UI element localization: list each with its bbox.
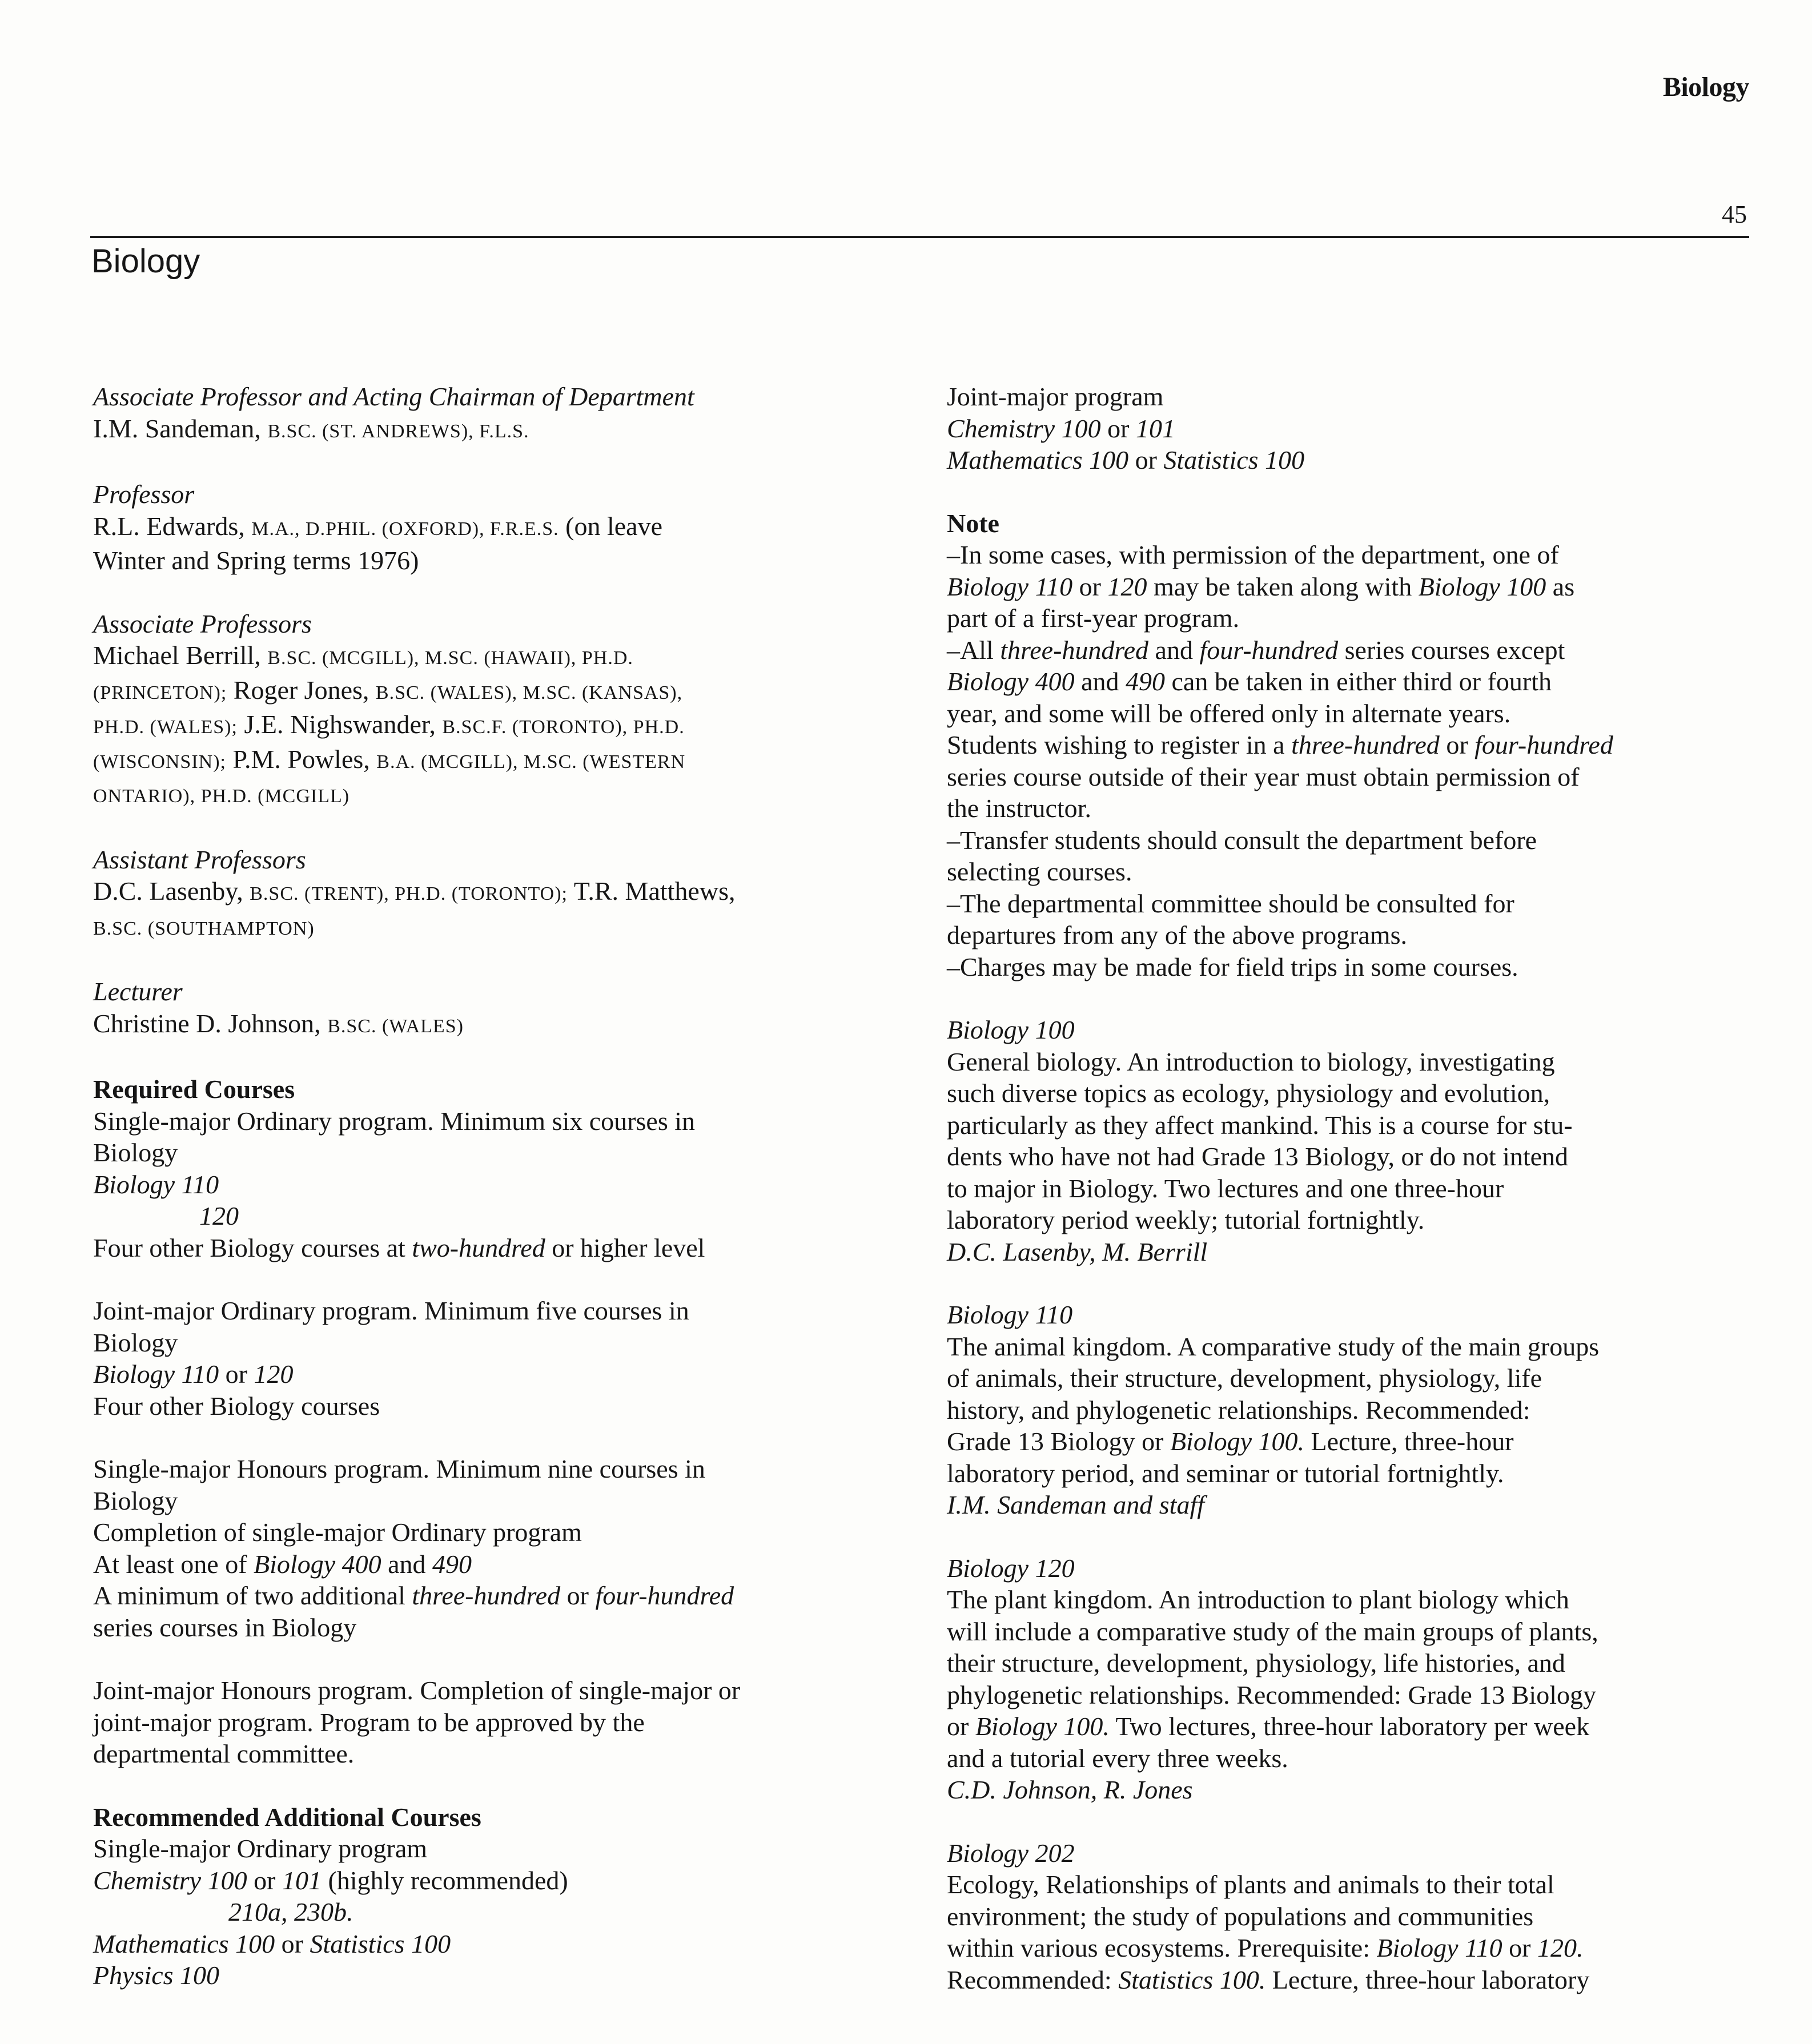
course-instructors: D.C. Lasenby, M. Berrill (947, 1237, 1208, 1266)
member-name: J.E. Nighswander, (244, 710, 436, 739)
text-line: –Charges may be made for field trips in some courses. (947, 952, 1518, 981)
faculty-lecturer (93, 976, 893, 1042)
text-line: series course outside of their year must obtain permission of (947, 762, 1580, 791)
note-heading: Note (947, 508, 999, 538)
text-line: –The departmental committee should be consulted for (947, 888, 1514, 918)
text-span: Biology 400 (254, 1549, 381, 1579)
text-span: Students wishing to register in a (947, 730, 1292, 759)
faculty-chair (93, 381, 893, 447)
course-description (947, 1932, 1746, 1964)
text-span: 101 (1135, 413, 1175, 443)
faculty-member (93, 743, 893, 778)
course-ref (93, 1928, 893, 1960)
member-credentials: B.A. (MCGILL), M.SC. (WESTERN (376, 751, 686, 772)
text-span: or (1072, 572, 1108, 601)
text-span: Statistics 100 (1163, 445, 1305, 474)
course-title: Biology 110 (947, 1300, 1073, 1329)
text-line: Single-major Ordinary program. Minimum six courses in (93, 1106, 696, 1136)
course-biology-202 (947, 1837, 1746, 1996)
course-ref (947, 444, 1746, 476)
course-description: history, and phylogenetic relationships. Recommended: (947, 1395, 1530, 1425)
text-span: or (1439, 730, 1475, 759)
running-head: Biology (1662, 72, 1749, 102)
required-single-honours (93, 1453, 893, 1643)
text-line: series courses in Biology (93, 1612, 357, 1642)
recommended-courses (93, 1801, 893, 1991)
text-span: Biology 110 (1376, 1933, 1502, 1962)
text-span: and (381, 1549, 433, 1579)
member-name: Michael Berrill, (93, 641, 261, 670)
course-description: Ecology, Relationships of plants and animals to their total (947, 1870, 1554, 1899)
required-single-ordinary (93, 1073, 893, 1264)
faculty-member (93, 1008, 893, 1043)
text-span: and (1074, 667, 1126, 696)
text-span: or (1128, 445, 1164, 474)
faculty-assistants (93, 844, 893, 945)
member-name: T.R. Matthews, (573, 876, 736, 906)
text-span: within various ecosystems. Prerequisite: (947, 1933, 1377, 1962)
course-description: and a tutorial every three weeks. (947, 1743, 1288, 1773)
course-description: laboratory period, and seminar or tutorial fortnightly. (947, 1458, 1504, 1488)
text-span: 120 (254, 1359, 294, 1389)
course-title: Biology 202 (947, 1838, 1075, 1868)
text-span: or (947, 1712, 975, 1741)
leave-note: Winter and Spring terms 1976) (93, 546, 419, 575)
text-span: or (275, 1929, 310, 1958)
course-description: of animals, their structure, development, physiology, life (947, 1363, 1542, 1393)
text-line: selecting courses. (947, 857, 1132, 886)
text-line: Single-major Honours program. Minimum nine courses in (93, 1454, 705, 1483)
faculty-associates (93, 608, 893, 812)
member-credentials: B.SC. (WALES), M.SC. (KANSAS), (375, 682, 683, 703)
text-line: joint-major program. Program to be approved by the (93, 1707, 645, 1737)
text-span: Biology 400 (947, 667, 1075, 696)
required-joint-honours (93, 1675, 893, 1770)
course-description: will include a comparative study of the main groups of plants, (947, 1616, 1598, 1646)
header-rule (90, 236, 1749, 238)
course-description: The plant kingdom. An introduction to plant biology which (947, 1585, 1569, 1614)
course-biology-110 (947, 1299, 1746, 1521)
text-span: three-hundred (1000, 635, 1149, 665)
text-line: –Transfer students should consult the department before (947, 825, 1537, 855)
text-span: and (1148, 635, 1200, 665)
text-span: four-hundred (595, 1581, 734, 1610)
course-biology-100 (947, 1014, 1746, 1268)
joint-major-program (947, 381, 1746, 476)
text-span: Lecture, three-hour laboratory (1265, 1965, 1590, 1994)
member-credentials: B.SC. (WALES) (327, 1015, 464, 1037)
course-description: such diverse topics as ecology, physiology and evolution, (947, 1079, 1550, 1108)
course-ref: Physics 100 (93, 1961, 220, 1990)
text-span: At least one of (93, 1549, 254, 1579)
text-span: Four other Biology courses at (93, 1233, 412, 1262)
course-description (947, 1711, 1746, 1743)
course-ref: 210a, 230b. (228, 1897, 353, 1926)
text-line: Joint-major Ordinary program. Minimum five courses in (93, 1296, 689, 1325)
text-line: Single-major Ordinary program (93, 1834, 428, 1863)
course-description (947, 1964, 1746, 1996)
course-description: environment; the study of populations and communities (947, 1901, 1534, 1931)
text-line: Biology (93, 1327, 178, 1357)
text-span: Statistics 100 (310, 1929, 451, 1958)
rank-title: Assistant Professors (93, 844, 306, 874)
text-span: Biology 110 (93, 1359, 219, 1389)
text-span: Lecture, three-hour (1304, 1427, 1514, 1456)
left-column (93, 381, 893, 2023)
faculty-member (93, 875, 893, 910)
text-line (947, 571, 1746, 603)
text-span: 490 (432, 1549, 472, 1579)
member-name: Christine D. Johnson, (93, 1008, 321, 1038)
text-span: (highly recommended) (321, 1865, 568, 1895)
faculty-member (93, 778, 893, 812)
member-credentials: (WISCONSIN); (93, 751, 226, 772)
text-span: Statistics 100. (1118, 1965, 1266, 1994)
text-line: year, and some will be offered only in alternate years. (947, 698, 1511, 728)
text-line: Biology (93, 1486, 178, 1515)
text-line: the instructor. (947, 794, 1091, 823)
text-span: Recommended: (947, 1965, 1119, 1994)
text-line (947, 729, 1746, 761)
member-name: Roger Jones, (233, 675, 369, 705)
text-line (93, 1580, 893, 1612)
text-span: as (1546, 572, 1575, 601)
course-description (947, 1426, 1746, 1458)
member-name: R.L. Edwards, (93, 511, 245, 541)
text-span: or (1100, 413, 1136, 443)
required-joint-ordinary (93, 1295, 893, 1422)
text-span: or (1502, 1933, 1537, 1962)
text-span: three-hundred (412, 1581, 561, 1610)
faculty-member (93, 674, 893, 709)
text-line: Joint-major program (947, 382, 1164, 411)
text-span: Mathematics 100 (93, 1929, 275, 1958)
course-description: phylogenetic relationships. Recommended: Grade 13 Biology (947, 1680, 1596, 1709)
section-title: Biology (91, 243, 200, 280)
faculty-member (93, 639, 893, 674)
member-credentials: ONTARIO), PH.D. (MCGILL) (93, 786, 350, 807)
text-span: or (560, 1581, 596, 1610)
course-biology-120 (947, 1552, 1746, 1806)
faculty-member (93, 709, 893, 743)
member-name: D.C. Lasenby, (93, 876, 243, 906)
text-line: departmental committee. (93, 1739, 355, 1768)
required-courses-heading: Required Courses (93, 1075, 295, 1104)
course-description: The animal kingdom. A comparative study of the main groups (947, 1331, 1600, 1361)
text-line (93, 1232, 893, 1264)
page-number: 45 (1722, 200, 1747, 228)
text-line: departures from any of the above programs. (947, 920, 1407, 949)
course-description: laboratory period weekly; tutorial fortnightly. (947, 1205, 1425, 1234)
text-span: 120. (1537, 1933, 1584, 1962)
course-description: to major in Biology. Two lectures and one three-hour (947, 1173, 1504, 1203)
rank-title: Associate Professor and Acting Chairman of Department (93, 382, 694, 411)
member-credentials: B.SC. (MCGILL), M.SC. (HAWAII), PH.D. (267, 647, 633, 669)
text-span: or (219, 1359, 254, 1389)
text-span: Two lectures, three-hour laboratory per week (1109, 1712, 1590, 1741)
text-line: part of a first-year program. (947, 603, 1240, 633)
course-instructors: C.D. Johnson, R. Jones (947, 1775, 1193, 1804)
course-ref: Biology 110 (93, 1169, 219, 1199)
text-span: series courses except (1338, 635, 1565, 665)
course-description: their structure, development, physiology, life histories, and (947, 1648, 1565, 1677)
course-title: Biology 120 (947, 1553, 1075, 1583)
leave-note: (on leave (565, 511, 662, 541)
member-credentials: M.A., D.PHIL. (OXFORD), F.R.E.S. (251, 518, 559, 540)
text-line: Completion of single-major Ordinary program (93, 1518, 582, 1547)
text-span: Chemistry 100 (947, 413, 1101, 443)
text-span: Biology 110 (947, 572, 1073, 601)
course-title: Biology 100 (947, 1015, 1075, 1044)
recommended-courses-heading: Recommended Additional Courses (93, 1802, 481, 1832)
text-span: Biology 100. (1170, 1427, 1305, 1456)
member-credentials: B.SC. (SOUTHAMPTON) (93, 918, 315, 939)
member-credentials: B.SC. (TRENT), PH.D. (TORONTO); (250, 883, 568, 904)
text-span: Grade 13 Biology or (947, 1427, 1170, 1456)
member-credentials: B.SC. (ST. ANDREWS), F.L.S. (267, 420, 529, 442)
member-name: P.M. Powles, (232, 744, 370, 774)
course-ref: 120 (199, 1201, 239, 1230)
text-span: A minimum of two additional (93, 1581, 412, 1610)
course-ref (947, 413, 1746, 445)
text-span: –All (947, 635, 1001, 665)
text-span: or (247, 1865, 282, 1895)
member-credentials: B.SC.F. (TORONTO), PH.D. (442, 717, 685, 738)
faculty-professor (93, 478, 893, 577)
text-span: can be taken in either third or fourth (1165, 667, 1552, 696)
text-line: Four other Biology courses (93, 1391, 380, 1421)
text-line: –In some cases, with permission of the department, one of (947, 540, 1559, 569)
text-line (947, 666, 1746, 698)
course-description: dents who have not had Grade 13 Biology, or do not intend (947, 1142, 1569, 1171)
faculty-member (93, 910, 893, 945)
text-span: four-hundred (1199, 635, 1339, 665)
text-span: three-hundred (1291, 730, 1440, 759)
course-description: General biology. An introduction to biology, investigating (947, 1047, 1555, 1076)
text-span: Biology 100. (975, 1712, 1110, 1741)
rank-title: Lecturer (93, 977, 183, 1006)
note-section (947, 508, 1746, 983)
text-span: Chemistry 100 (93, 1865, 247, 1895)
text-span: Biology 100 (1418, 572, 1546, 601)
right-column (947, 381, 1746, 2027)
text-span: four-hundred (1474, 730, 1613, 759)
text-span: or higher level (545, 1233, 705, 1262)
text-line (93, 1548, 893, 1580)
text-line (947, 634, 1746, 666)
course-description: particularly as they affect mankind. This is a course for stu- (947, 1110, 1573, 1140)
text-line: Joint-major Honours program. Completion of single-major or (93, 1676, 741, 1705)
course-ref (93, 1865, 893, 1897)
member-credentials: (PRINCETON); (93, 682, 227, 703)
member-name: I.M. Sandeman, (93, 413, 261, 443)
text-span: 101 (282, 1865, 322, 1895)
text-line: Biology (93, 1138, 178, 1167)
text-span: Mathematics 100 (947, 445, 1129, 474)
course-ref (93, 1358, 893, 1390)
text-span: two-hundred (412, 1233, 545, 1262)
rank-title: Associate Professors (93, 609, 312, 638)
faculty-member (93, 413, 893, 448)
member-credentials: PH.D. (WALES); (93, 717, 238, 738)
faculty-member (93, 510, 893, 545)
text-span: may be taken along with (1147, 572, 1419, 601)
text-span: 120 (1107, 572, 1147, 601)
rank-title: Professor (93, 480, 195, 509)
text-span: 490 (1126, 667, 1165, 696)
course-instructors: I.M. Sandeman and staff (947, 1490, 1205, 1519)
